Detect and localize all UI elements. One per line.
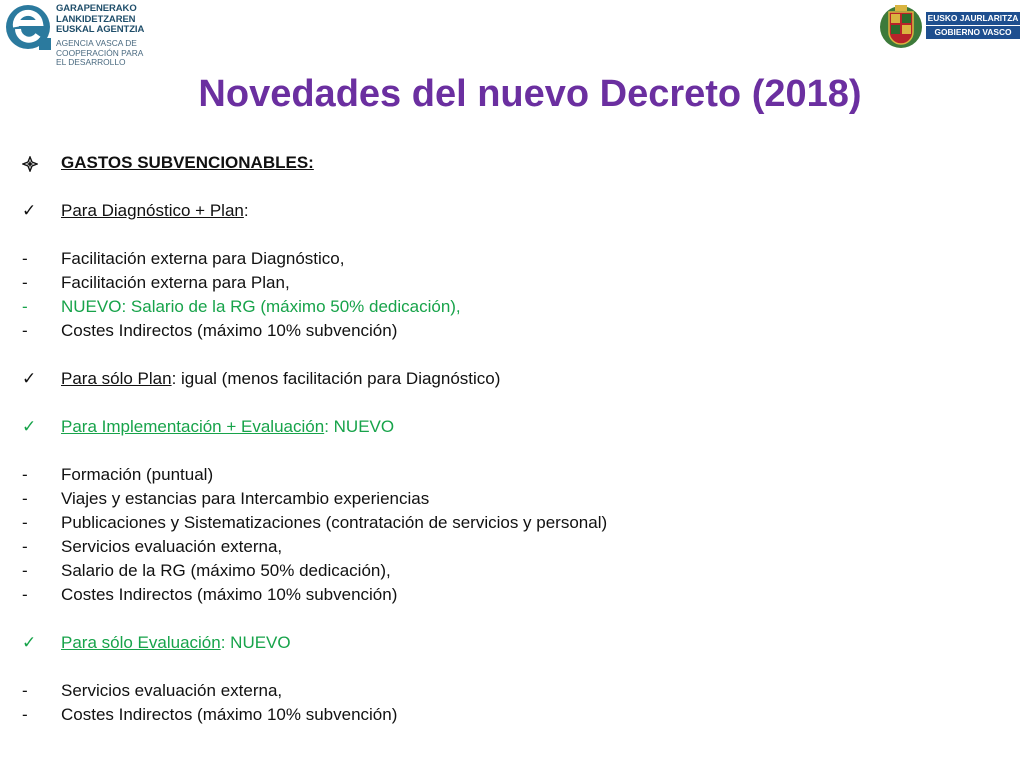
list-item	[22, 583, 1012, 607]
agency-line: EUSKAL AGENTZIA	[56, 24, 145, 35]
check-item-implementacion-evaluacion	[22, 415, 1012, 439]
list-item	[22, 487, 1012, 511]
list-item-text: Costes Indirectos (máximo 10% subvención)	[61, 321, 398, 340]
dash-bullet: -	[22, 705, 28, 724]
list-item	[22, 535, 1012, 559]
list-item	[22, 511, 1012, 535]
check-item-label: Para Implementación + Evaluación	[61, 417, 325, 436]
checkmark-icon: ✓	[22, 369, 37, 388]
agency-name-spanish	[56, 39, 143, 68]
list-item	[22, 247, 1012, 271]
dash-bullet: -	[22, 681, 28, 700]
list-item	[22, 559, 1012, 583]
list-item-text: Viajes y estancias para Intercambio experiencias	[61, 489, 430, 508]
check-item-suffix: :	[243, 201, 249, 220]
agency-sub-line: EL DESARROLLO	[56, 57, 126, 68]
dash-bullet: -	[22, 561, 28, 580]
list-item-text: Servicios evaluación externa,	[61, 681, 283, 700]
check-item-suffix: : igual (menos facilitación para Diagnóstico)	[171, 369, 501, 388]
check-item-suffix: : NUEVO	[220, 633, 291, 652]
section-heading-row	[22, 151, 1012, 175]
list-item-text: Salario de la RG (máximo 50% dedicación),	[61, 561, 391, 580]
e-logo-icon	[3, 2, 53, 52]
check-item-solo-evaluacion	[22, 631, 1012, 655]
dash-bullet: -	[22, 513, 28, 532]
government-logo	[878, 2, 1022, 50]
checkmark-icon: ✓	[22, 201, 37, 220]
list-item-text: NUEVO: Salario de la RG (máximo 50% dedicación),	[61, 297, 461, 316]
check-item-solo-plan	[22, 367, 1012, 391]
list-item	[22, 679, 1012, 703]
dash-bullet: -	[22, 465, 28, 484]
agency-line: LANKIDETZAREN	[56, 13, 136, 25]
list-item	[22, 703, 1012, 727]
gobierno-vasco-label: GOBIERNO VASCO	[926, 26, 1020, 39]
check-item-label: Para Diagnóstico + Plan	[61, 201, 244, 220]
check-item-diagnostico-plan	[22, 199, 1012, 223]
dash-bullet: -	[22, 585, 28, 604]
dash-bullet: -	[22, 537, 28, 556]
checkmark-icon: ✓	[22, 417, 37, 436]
list-item-text: Costes Indirectos (máximo 10% subvención)	[61, 585, 398, 604]
coat-of-arms-icon	[878, 2, 924, 50]
diamond-bullet-icon	[22, 151, 52, 175]
list-item-text: Facilitación externa para Diagnóstico,	[61, 249, 345, 268]
section-heading: GASTOS SUBVENCIONABLES:	[61, 153, 314, 172]
list-item-text: Publicaciones y Sistematizaciones (contratación de servicios y personal)	[61, 513, 608, 532]
check-item-suffix: : NUEVO	[324, 417, 395, 436]
slide-content	[22, 151, 1012, 727]
dash-bullet: -	[22, 297, 28, 316]
checkmark-icon: ✓	[22, 633, 37, 652]
dash-bullet: -	[22, 273, 28, 292]
dash-bullet: -	[22, 489, 28, 508]
list-item-text: Formación (puntual)	[61, 465, 214, 484]
list-item-new	[22, 295, 1012, 319]
dash-bullet: -	[22, 249, 28, 268]
check-item-label: Para sólo Plan	[61, 369, 172, 388]
dash-bullet: -	[22, 321, 28, 340]
agency-line: GARAPENERAKO	[56, 3, 137, 14]
list-item-text: Servicios evaluación externa,	[61, 537, 283, 556]
agency-sub-line: COOPERACIÓN PARA	[56, 47, 144, 58]
list-item	[22, 271, 1012, 295]
slide-title: Novedades del nuevo Decreto (2018)	[198, 73, 862, 115]
agency-sub-line: AGENCIA VASCA DE	[56, 38, 137, 48]
list-item	[22, 463, 1012, 487]
list-item	[22, 319, 1012, 343]
eusko-jaurlaritza-label: EUSKO JAURLARITZA	[927, 13, 1019, 23]
list-item-text: Facilitación externa para Plan,	[61, 273, 290, 292]
check-item-label: Para sólo Evaluación	[61, 633, 221, 652]
agency-name-basque	[56, 4, 144, 36]
list-item-text: Costes Indirectos (máximo 10% subvención)	[61, 705, 398, 724]
